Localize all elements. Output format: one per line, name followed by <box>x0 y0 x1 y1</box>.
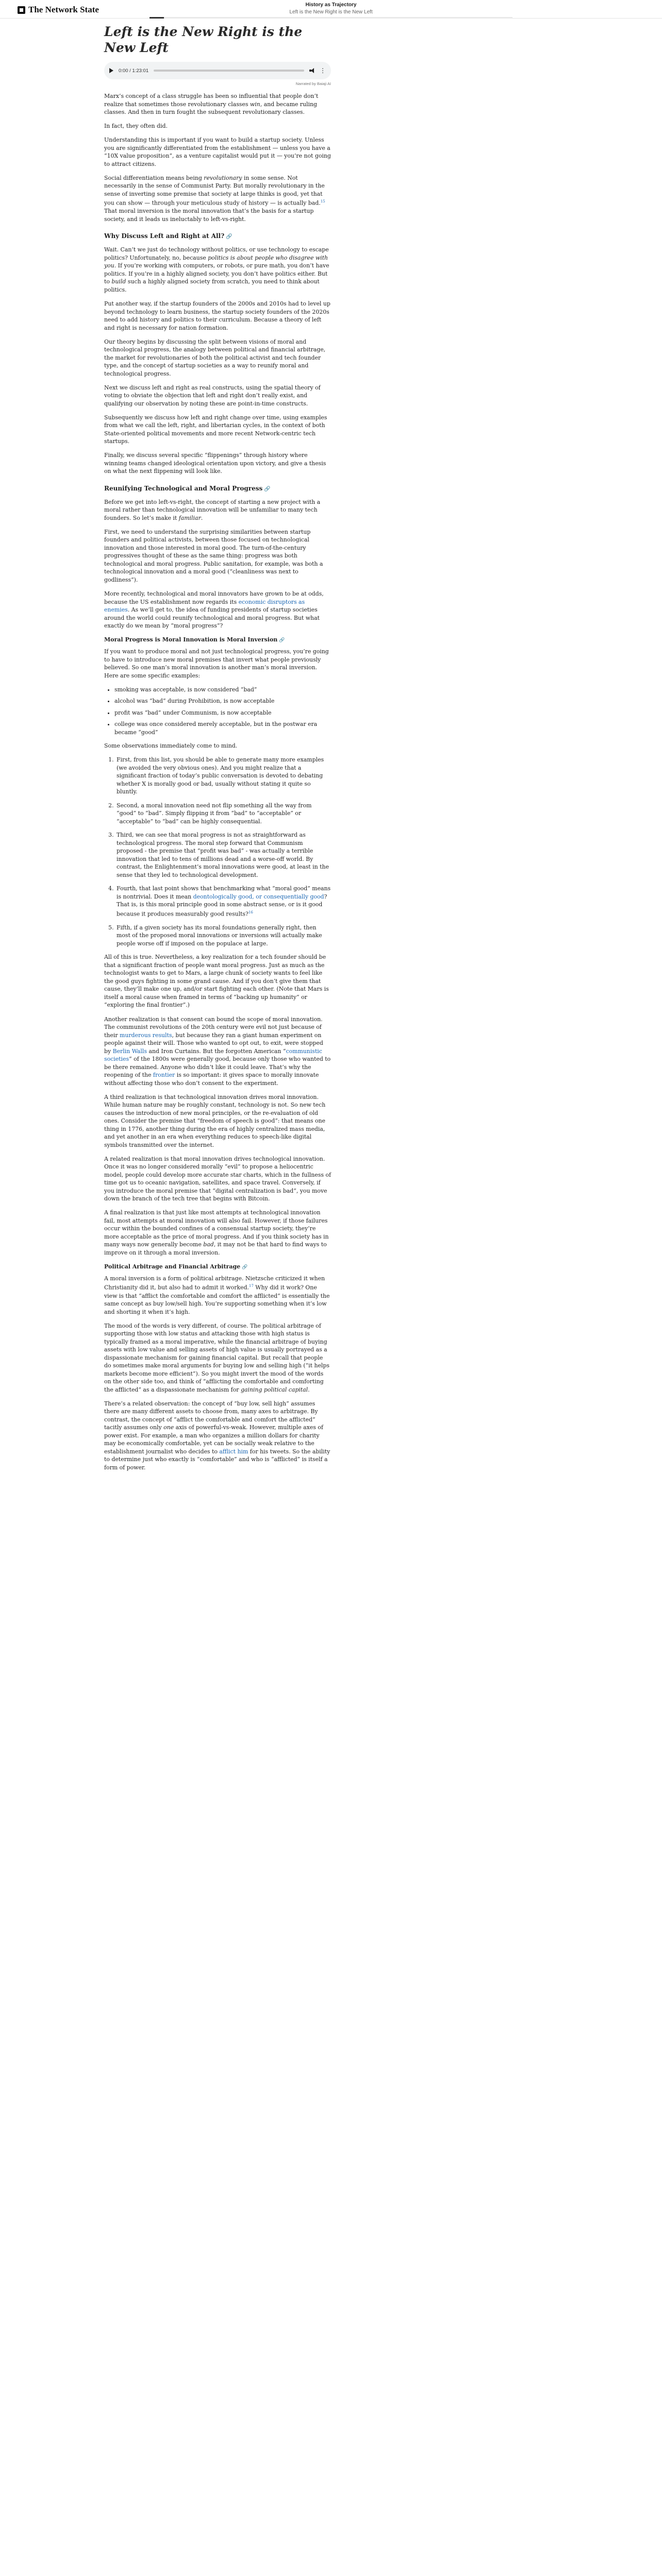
narrated-by: Narrated by Baiaji AI <box>295 81 331 86</box>
logo-icon <box>18 6 25 14</box>
paragraph: If you want to produce moral and not just technological progress, you’re going to have to introduce new moral premises that invert what people previously believed. So one man’s moral innovation is another man’s moral inversion. Here are some specific examples: <box>104 648 329 679</box>
paragraph: Before we get into left-vs-right, the concept of starting a new project with a moral rather than technological innovation will be unfamiliar to many tech founders. So let’s make it familiar. <box>104 498 321 521</box>
paragraph: In fact, they often did. <box>104 123 168 130</box>
paragraph: A related realization is that moral innovation drives technological innovation. Once it was no longer considered morally “evil” to propose a heliocentric model, people could develop more accurate star charts, which in the fullness of time got us to oceanic navigation, satellites, and space travel. Conversely, if you introduce the moral premise that “digital centralization is bad”, you move down the branch of the tech tree that begins with Bitcoin. <box>104 1155 331 1202</box>
section-title: Left is the New Right is the New Left <box>289 9 373 15</box>
chapter-title: History as Trajectory <box>305 2 357 8</box>
paragraph: Social differentiation means being revolutionary in some sense. Not necessarily in the sense of Communist Party. But morally revolutionary in the sense of inverting some premise that society at large thinks is good, yet that you can show — through your meticulous study of history — is actually bad.$^{15}$ That moral inversion is the moral innovation that’s the basis for a startup society, and it leads us ineluctably to left-vs-right. <box>104 174 325 223</box>
page-title: Left is the New Right is the New Left <box>104 24 303 55</box>
observations-list <box>115 756 331 947</box>
paragraph: Next we discuss left and right as real constructs, using the spatial theory of voting to obviate the objection that left and right don’t really exist, and qualifying our observation by noting these are point-in-time constructs. <box>104 384 321 407</box>
subsection-heading: Political Arbitrage and Financial Arbitrage 🔗 <box>104 1263 248 1270</box>
top-bar <box>0 0 662 19</box>
anchor-link-icon[interactable]: 🔗 <box>226 234 233 240</box>
chapter-nav[interactable] <box>258 2 404 15</box>
inline-link[interactable]: frontier <box>153 1072 175 1079</box>
article <box>104 24 331 1478</box>
list-item: 3. Third, we can see that moral progress is not as straightforward as technological progress. The moral step forward that Communism proposed - the premise that “profit was bad” - was actually a terrible innovation that led to tens of millions dead and a worse-off world. By contrast, the Enlightenment’s moral innovations were good, at least in the sense that they led to technological development. <box>115 831 331 879</box>
list-item: 1. First, from this list, you should be able to generate many more examples (we avoided the very obvious ones). And you might realize that a significant fraction of today’s public conversation is devoted to debating whether X is morally good or bad, usually without stating it quite so bluntly. <box>115 756 331 796</box>
paragraph: Finally, we discuss several specific “flippenings” through history where winning teams changed ideological orientation upon victory, and give a thesis on what the next flippening will look like. <box>104 452 326 475</box>
section-heading: Why Discuss Left and Right at All? 🔗 <box>104 232 233 240</box>
paragraph: Wait. Can’t we just do technology without politics, or use technology to escape politics? Unfortunately, no, because politics is about people who disagree with you. If you’re working with computers, or robots, or pure math, you don’t have politics. If you’re in a highly aligned society, you don’t have politics either. But to build such a highly aligned society from scratch, you need to think about politics. <box>104 246 329 293</box>
paragraph: More recently, technological and moral innovators have grown to be at odds, because the US establishment now regards its economic disruptors as enemies. As we’ll get to, the idea of funding presidents of startup societies around the world could reunify technological and moral progress. But what exactly do we mean by “moral progress”? <box>104 590 324 630</box>
paragraph: The mood of the words is very different, of course. The political arbitrage of supporting those with low status and attacking those with high status is typically framed as a moral imperative, while the financial arbitrage of buying assets with low value and selling assets of high value is usually portrayed as a dispassionate mechanism for gaining financial capital. But recall that people do sometimes make moral arguments for buying low and selling high (“it helps markets become more efficient”). So you might invert the mood of the words on the other side too, and think of “afflicting the comfortable and comforting the afflicted” as a dispassionate mechanism for gaining political capital. <box>104 1322 329 1393</box>
footnote-ref[interactable]: 17 <box>249 1284 254 1289</box>
reading-progress-fill <box>150 17 164 19</box>
paragraph: All of this is true. Nevertheless, a key realization for a tech founder should be that a significant fraction of people want moral progress. Just as much as the technologist wants to get to Mars, a large chunk of society wants to feel like the good guys fighting in some grand cause. And if you don’t give them that cause, they’ll make one up, and/or start fighting each other. (Note that Mars is itself a moral cause when framed in terms of “backing up humanity” or “exploring the final frontier”.) <box>104 954 329 1009</box>
paragraph: Some observations immediately come to mind. <box>104 742 238 750</box>
list-item: • profit was “bad” under Communism, is now acceptable <box>114 709 331 717</box>
examples-list <box>114 686 331 737</box>
list-item: 4. Fourth, that last point shows that benchmarking what “moral good” means is nontrivial. Does it mean deontologically good, or consequentially good? That is, is this moral principle good in some abstract sense, or is it good because it produces measurably good results?$^{16}$ <box>115 885 331 918</box>
list-item: • college was once considered merely acceptable, but in the postwar era became “good” <box>114 720 331 736</box>
inline-link[interactable]: communistic societies <box>104 1047 322 1063</box>
play-icon[interactable] <box>109 68 113 73</box>
footnote-ref[interactable]: 15 <box>320 199 325 204</box>
reading-progress-bar <box>150 17 512 19</box>
paragraph: A third realization is that technological innovation drives moral innovation. While human nature may be roughly constant, technology is not. So new tech causes the introduction of new moral principles, or the re-evaluation of old ones. Consider the premise that “freedom of speech is good”: that means one thing in 1776, another thing during the era of highly centralized mass media, and yet another in an era when everything reduces to speech-like digital symbols transmitted over the internet. <box>104 1093 326 1148</box>
paragraph: Another realization is that consent can bound the scope of moral innovation. The communist revolutions of the 20th century were evil not just because of their murderous results, but because they ran a giant human experiment on people against their will. Those who wanted to opt out, to exit, were stopped by Berlin Walls and Iron Curtains. But the forgotten American “communistic societies” of the 1800s were generally good, because only those who wanted to be there remained. Anyone who didn’t like it could leave. That’s why the reopening of the frontier is so important: it gives space to morally innovate without affecting those who don’t consent to the experiment. <box>104 1015 331 1087</box>
subsection-heading: Moral Progress is Moral Innovation is Moral Inversion 🔗 <box>104 636 285 643</box>
volume-icon[interactable] <box>309 68 316 73</box>
paragraph: There’s a related observation: the concept of “buy low, sell high” assumes there are many different assets to choose from, many axes to arbitrage. By contrast, the concept of “afflict the comfortable and comfort the afflicted” tacitly assumes only one axis of powerful-vs-weak. However, multiple axes of power exist. For example, a man who organizes a million dollars for charity may be economically comfortable, yet can be socially weak relative to the establishment journalist who decides to afflict him for his tweets. So the ability to determine just who exactly is “comfortable” and who is “afflicted” is itself a form of power. <box>104 1400 330 1471</box>
list-item: • smoking was acceptable, is now considered “bad” <box>114 686 331 694</box>
audio-seek-bar[interactable] <box>154 70 304 72</box>
inline-link[interactable]: murderous results <box>120 1031 172 1039</box>
audio-player[interactable] <box>104 62 331 79</box>
inline-link[interactable]: Berlin Walls <box>112 1047 147 1055</box>
paragraph: Our theory begins by discussing the split between visions of moral and technological progress, the analogy between political and financial arbitrage, the market for revolutionaries of both the political activist and tech founder type, and the concept of startup societies as a way to reunify moral and technological progress. <box>104 338 326 377</box>
paragraph: A moral inversion is a form of political arbitrage. Nietzsche criticized it when Christianity did it, but also had to admit it worked.$^{17}$ Why did it work? One view is that “afflict the comfortable and comfort the afflicted” is essentially the same concept as buy low/sell high. You’re supporting something when it’s low and shorting it when it’s high. <box>104 1275 330 1315</box>
paragraph: A final realization is that just like most attempts at technological innovation fail, most attempts at moral innovation will also fail. However, if those failures occur within the bounded confines of a consensual startup society, they’re more acceptable as the price of moral progress. And if you think society has in many ways now generally become bad, it may not be that hard to find ways to improve on it through a moral inversion. <box>104 1209 329 1256</box>
list-item: 2. Second, a moral innovation need not flip something all the way from “good” to “bad”. Simply flipping it from “bad” to “acceptable” or “acceptable” to “bad” can be highly consequential. <box>115 802 331 826</box>
logo-text: The Network State <box>28 5 99 14</box>
list-item: 5. Fifth, if a given society has its moral foundations generally right, then most of the proposed moral innovations or inversions will actually make people worse off if imposed on the populace at large. <box>115 924 331 948</box>
inline-link[interactable]: afflict him <box>219 1448 249 1455</box>
paragraph: Subsequently we discuss how left and right change over time, using examples from what we call the left, right, and libertarian cycles, in the context of both State-oriented political movements and more recent Network-centric tech startups. <box>104 414 327 445</box>
footnote-ref[interactable]: 16 <box>248 910 253 914</box>
paragraph: Understanding this is important if you want to build a startup society. Unless you are significantly differentiated from the establishment — unless you have a “10X value proposition”, as a venture capitalist would put it — you’re not going to attract citizens. <box>104 137 331 167</box>
paragraph: Marx’s concept of a class struggle has been so influential that people don’t realize that sometimes those revolutionary classes win, and became ruling classes. And then in turn fought the subsequent revolutionary classes. <box>104 93 319 115</box>
more-options-icon[interactable]: ⋮ <box>320 67 326 74</box>
site-logo[interactable] <box>18 5 99 15</box>
section-heading: Reunifying Technological and Moral Progress 🔗 <box>104 484 271 492</box>
anchor-link-icon[interactable]: 🔗 <box>264 486 271 492</box>
paragraph: First, we need to understand the surprising similarities between startup founders and political activists, between those focused on technological innovation and those interested in moral good. The turn-of-the-century progressives thought of these as the same thing: progress was both technological and moral progress. Public sanitation, for example, was both a technological innovation and a moral good (“cleanliness was next to godliness”). <box>104 528 323 583</box>
paragraph: Put another way, if the startup founders of the 2000s and 2010s had to level up beyond technology to learn business, the startup society founders of the 2020s need to add history and politics to their curriculum. Because a theory of left and right is necessary for nation formation. <box>104 300 330 331</box>
inline-link[interactable]: economic disruptors as enemies <box>104 598 305 614</box>
inline-link[interactable]: deontologically good, or consequentially good <box>193 893 324 900</box>
anchor-link-icon[interactable]: 🔗 <box>242 1264 248 1270</box>
anchor-link-icon[interactable]: 🔗 <box>279 638 285 643</box>
list-item: • alcohol was “bad” during Prohibition, is now acceptable <box>114 697 331 705</box>
audio-time: 0:00 / 1:23:01 <box>119 67 149 74</box>
